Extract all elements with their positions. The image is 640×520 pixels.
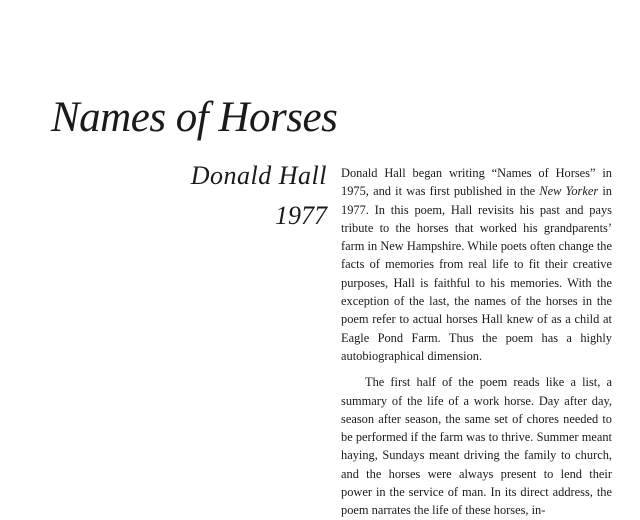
magazine-title: New Yorker xyxy=(539,184,599,199)
author-name: Donald Hall xyxy=(190,161,327,190)
body-paragraph xyxy=(341,164,612,365)
page-title: Names of Horses xyxy=(51,94,338,141)
paragraph-text: Donald Hall began writing “Names of Horses” in 1975, and it was first published in the xyxy=(341,166,612,199)
paragraph-text: in 1977. In this poem, Hall revisits his past and pays tribute to the horses that worked his grandparents’ farm in New Hampshire. While poets often change the facts of memories from real life to fit their creative purposes, Hall is faithful to his memories. With the exception of the last, the names of the horses in the poem refer to actual horses Hall knew of as a child at Eagle Pond Farm. Thus the poem has a highly autobiographical dimension. xyxy=(341,184,612,363)
essay-body xyxy=(341,164,612,520)
publication-year: 1977 xyxy=(275,201,327,230)
body-paragraph: The first half of the poem reads like a list, a summary of the life of a work horse. Day after day, season after season, the same set of chores needed to be performed if the farm was to thrive. Summer meant haying, Sundays meant driving the family to church, and the horses were always present to lend their power in the service of man. In its direct address, the poem narrates the life of these horses, in- xyxy=(341,375,612,518)
